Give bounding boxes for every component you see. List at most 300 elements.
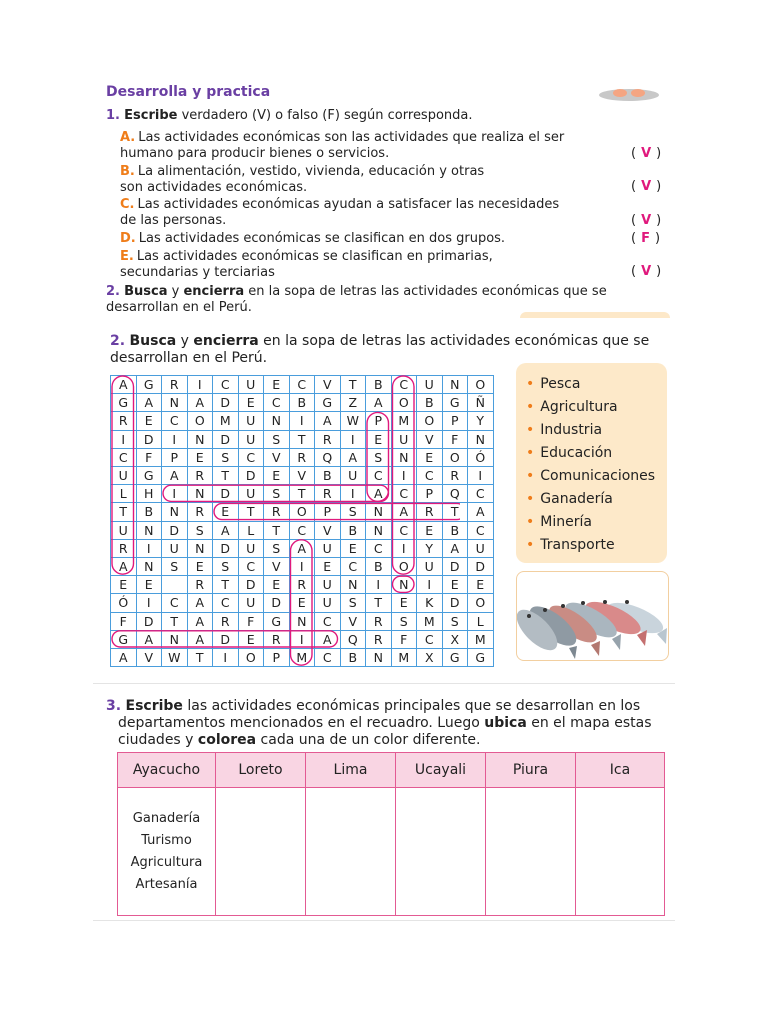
grid-cell: D xyxy=(136,612,163,631)
grid-cell: A xyxy=(110,648,137,667)
cell-ucayali[interactable] xyxy=(396,788,486,916)
grid-cell: M xyxy=(212,411,239,430)
answer-value: F xyxy=(641,231,650,246)
item-text: Las actividades económicas se clasifican en primarias, xyxy=(136,249,493,264)
grid-cell: S xyxy=(212,448,239,467)
header-ica: Ica xyxy=(576,753,665,788)
word-label: Pesca xyxy=(540,376,581,392)
grid-cell: I xyxy=(289,557,316,576)
grid-cell: R xyxy=(263,630,290,649)
question-3-verb: Escribe xyxy=(125,698,183,714)
item-text: son actividades económicas. xyxy=(120,180,308,195)
departments-table xyxy=(117,752,665,916)
grid-cell: V xyxy=(136,648,163,667)
grid-cell: R xyxy=(212,612,239,631)
tf-answer-c: ( V ) xyxy=(631,213,662,228)
item-letter: A. xyxy=(120,130,136,145)
grid-cell: Q xyxy=(340,630,367,649)
word-list-item: • Transporte xyxy=(526,537,615,553)
grid-cell: I xyxy=(391,539,418,558)
grid-cell: B xyxy=(365,557,392,576)
grid-cell: D xyxy=(161,521,188,540)
section-divider xyxy=(93,683,675,684)
word-list-box-peek xyxy=(520,312,670,318)
grid-cell: S xyxy=(263,484,290,503)
grid-cell: U xyxy=(314,575,341,594)
question-3-text: cada una de un color diferente. xyxy=(256,732,481,748)
grid-cell: V xyxy=(314,375,341,394)
grid-cell: N xyxy=(391,448,418,467)
word-list-item: • Ganadería xyxy=(526,491,613,507)
grid-cell: S xyxy=(212,557,239,576)
item-text: secundarias y terciarias xyxy=(120,265,275,280)
question-3-number: 3. xyxy=(106,698,122,714)
grid-cell: U xyxy=(161,539,188,558)
grid-cell: G xyxy=(110,393,137,412)
grid-cell: R xyxy=(161,375,188,394)
grid-cell: C xyxy=(391,375,418,394)
grid-cell: U xyxy=(238,375,265,394)
grid-cell: U xyxy=(340,466,367,485)
word-label: Agricultura xyxy=(540,399,618,415)
grid-cell: G xyxy=(442,393,469,412)
grid-cell: V xyxy=(314,521,341,540)
grid-cell: K xyxy=(416,593,443,612)
grid-cell: T xyxy=(289,430,316,449)
item-letter: D. xyxy=(120,231,136,246)
grid-cell: E xyxy=(416,521,443,540)
grid-cell: S xyxy=(263,539,290,558)
grid-cell: C xyxy=(467,521,494,540)
word-label: Minería xyxy=(540,514,592,530)
grid-cell: U xyxy=(238,411,265,430)
grid-cell: A xyxy=(212,521,239,540)
tf-item-d xyxy=(120,231,680,247)
grid-cell: U xyxy=(416,375,443,394)
grid-cell: B xyxy=(442,521,469,540)
grid-cell: S xyxy=(187,521,214,540)
grid-cell: T xyxy=(340,375,367,394)
question-3-text: en el mapa estas xyxy=(526,715,652,731)
question-text: y xyxy=(167,284,184,299)
grid-cell: T xyxy=(289,484,316,503)
grid-cell: C xyxy=(289,521,316,540)
question-verb: Busca xyxy=(124,284,168,299)
grid-cell: F xyxy=(136,448,163,467)
grid-cell: O xyxy=(467,375,494,394)
grid-cell: C xyxy=(391,484,418,503)
grid-cell: N xyxy=(365,502,392,521)
grid-cell: D xyxy=(212,539,239,558)
grid-cell: C xyxy=(365,466,392,485)
grid-cell: B xyxy=(340,648,367,667)
grid-cell: M xyxy=(391,411,418,430)
grid-cell: O xyxy=(416,411,443,430)
grid-cell: G xyxy=(136,375,163,394)
grid-cell: A xyxy=(314,630,341,649)
circle-industria xyxy=(163,485,389,501)
grid-cell: S xyxy=(340,593,367,612)
grid-cell: B xyxy=(314,466,341,485)
grid-cell: N xyxy=(263,411,290,430)
activity-text: Agricultura xyxy=(130,854,203,870)
answer-value: V xyxy=(641,264,652,279)
grid-cell: C xyxy=(340,557,367,576)
grid-cell: A xyxy=(467,502,494,521)
grid-cell: S xyxy=(391,612,418,631)
grid-cell: A xyxy=(340,448,367,467)
grid-cell: R xyxy=(110,539,137,558)
grid-cell: C xyxy=(314,648,341,667)
tf-item-c xyxy=(120,197,680,229)
grid-cell: N xyxy=(340,575,367,594)
grid-cell: T xyxy=(238,502,265,521)
grid-cell: U xyxy=(314,539,341,558)
question-3-text: ciudades y xyxy=(118,732,198,748)
grid-cell: E xyxy=(289,593,316,612)
grid-cell: A xyxy=(289,539,316,558)
grid-cell: C xyxy=(263,393,290,412)
grid-cell: E xyxy=(467,575,494,594)
grid-cell: E xyxy=(340,539,367,558)
grid-cell: V xyxy=(289,466,316,485)
grid-cell: O xyxy=(391,557,418,576)
cell-ayacucho[interactable] xyxy=(118,788,216,916)
question-verb: encierra xyxy=(183,284,245,299)
grid-cell: U xyxy=(467,539,494,558)
item-text: de las personas. xyxy=(120,213,227,228)
grid-cell: M xyxy=(416,612,443,631)
grid-cell: I xyxy=(187,375,214,394)
grid-cell: I xyxy=(365,575,392,594)
answer-value: V xyxy=(641,213,652,228)
cell-lima[interactable] xyxy=(306,788,396,916)
grid-cell: G xyxy=(314,393,341,412)
word-list-item: • Comunicaciones xyxy=(526,468,656,484)
grid-cell: C xyxy=(212,375,239,394)
grid-cell: Q xyxy=(442,484,469,503)
grid-cell: R xyxy=(416,502,443,521)
grid-cell: C xyxy=(416,466,443,485)
grid-cell: R xyxy=(187,502,214,521)
grid-cell: H xyxy=(136,484,163,503)
question-1-prompt xyxy=(106,108,473,124)
grid-cell: O xyxy=(238,648,265,667)
grid-cell: T xyxy=(365,593,392,612)
answer-value: V xyxy=(641,179,652,194)
grid-cell: F xyxy=(391,630,418,649)
grid-cell: E xyxy=(314,557,341,576)
grid-cell: N xyxy=(136,557,163,576)
fish-illustration-icon xyxy=(517,572,668,660)
grid-cell: D xyxy=(442,557,469,576)
grid-cell: L xyxy=(238,521,265,540)
tf-item-b xyxy=(120,164,680,196)
cell-loreto[interactable] xyxy=(216,788,306,916)
word-label: Transporte xyxy=(540,537,615,553)
header-piura: Piura xyxy=(486,753,576,788)
grid-cell: R xyxy=(365,612,392,631)
grid-cell: Z xyxy=(340,393,367,412)
grid-cell: I xyxy=(289,411,316,430)
question-1-text: verdadero (V) o falso (F) según corresponda. xyxy=(177,108,473,123)
question-3-prompt xyxy=(106,698,676,749)
question-text: desarrollan en el Perú. xyxy=(106,300,252,315)
grid-cell: E xyxy=(136,411,163,430)
grid-cell: G xyxy=(263,612,290,631)
grid-cell: S xyxy=(442,612,469,631)
grid-cell: A xyxy=(314,411,341,430)
grid-cell: R xyxy=(289,448,316,467)
grid-cell: A xyxy=(187,612,214,631)
grid-cell: B xyxy=(340,521,367,540)
grid-cell: D xyxy=(238,466,265,485)
tf-answer-e: ( V ) xyxy=(631,264,662,279)
grid-cell: O xyxy=(391,393,418,412)
grid-cell: U xyxy=(238,430,265,449)
cell-ica[interactable] xyxy=(576,788,665,916)
grid-cell: A xyxy=(365,484,392,503)
grid-cell: N xyxy=(187,539,214,558)
circle-ganaderia xyxy=(112,631,338,647)
grid-cell: P xyxy=(442,411,469,430)
activity-text: Turismo xyxy=(141,832,192,848)
grid-cell: O xyxy=(442,448,469,467)
grid-cell: D xyxy=(212,484,239,503)
grid-cell: E xyxy=(187,448,214,467)
grid-cell: P xyxy=(314,502,341,521)
question-3-text: las actividades económicas principales que se desarrollan en los xyxy=(182,698,641,714)
item-text: La alimentación, vestido, vivienda, educación y otras xyxy=(137,164,485,179)
grid-cell: U xyxy=(238,539,265,558)
grid-cell: X xyxy=(442,630,469,649)
grid-cell: V xyxy=(340,612,367,631)
grid-cell: E xyxy=(416,448,443,467)
grid-cell: C xyxy=(467,484,494,503)
grid-cell: S xyxy=(365,448,392,467)
grid-cell: N xyxy=(365,648,392,667)
grid-cell: V xyxy=(263,448,290,467)
tf-answer-b: ( V ) xyxy=(631,179,662,194)
circle-n xyxy=(393,576,415,592)
grid-cell: T xyxy=(442,502,469,521)
grid-cell: U xyxy=(238,484,265,503)
grid-cell: B xyxy=(289,393,316,412)
circle-pesca xyxy=(367,412,389,501)
grid-cell: Ó xyxy=(467,448,494,467)
grid-cell: V xyxy=(416,430,443,449)
grid-cell: E xyxy=(391,593,418,612)
item-letter: E. xyxy=(120,249,134,264)
grid-cell: O xyxy=(289,502,316,521)
grid-cell: R xyxy=(110,411,137,430)
tf-answer-d: ( F ) xyxy=(631,231,661,246)
question-3-verb: colorea xyxy=(197,732,257,748)
item-letter: C. xyxy=(120,197,135,212)
grid-cell: S xyxy=(161,557,188,576)
grid-cell: A xyxy=(136,393,163,412)
item-letter: B. xyxy=(120,164,135,179)
grid-cell: I xyxy=(161,484,188,503)
grid-cell: E xyxy=(187,557,214,576)
grid-cell: T xyxy=(212,466,239,485)
word-list-item: • Educación xyxy=(526,445,613,461)
grid-cell: L xyxy=(467,612,494,631)
grid-cell: I xyxy=(340,484,367,503)
grid-cell: F xyxy=(110,612,137,631)
grid-cell: E xyxy=(212,502,239,521)
grid-cell: T xyxy=(161,612,188,631)
question-2-prompt xyxy=(110,333,675,367)
grid-cell: I xyxy=(391,466,418,485)
grid-cell: N xyxy=(136,521,163,540)
grid-cell: R xyxy=(365,630,392,649)
section-title: Desarrolla y practica xyxy=(106,84,271,100)
grid-cell: Ñ xyxy=(467,393,494,412)
item-text: Las actividades económicas son las actividades que realiza el ser xyxy=(138,130,565,145)
grid-cell: N xyxy=(161,630,188,649)
grid-cell: I xyxy=(340,430,367,449)
grid-cell: G xyxy=(467,648,494,667)
grid-cell: S xyxy=(263,430,290,449)
header-ayacucho: Ayacucho xyxy=(118,753,216,788)
answer-value: V xyxy=(641,146,652,161)
grid-cell: D xyxy=(238,575,265,594)
grid-cell: T xyxy=(110,502,137,521)
grid-cell: X xyxy=(416,648,443,667)
grid-cell: C xyxy=(110,448,137,467)
grid-cell: M xyxy=(391,648,418,667)
grid-cell: Q xyxy=(314,448,341,467)
grid-cell: A xyxy=(161,466,188,485)
grid-cell: C xyxy=(365,539,392,558)
grid-cell: Ó xyxy=(110,593,137,612)
question-3-verb: ubica xyxy=(484,715,527,731)
question-2-verb: encierra xyxy=(193,333,259,349)
grid-cell: E xyxy=(263,466,290,485)
grid-cell: D xyxy=(263,593,290,612)
grid-cell: E xyxy=(442,575,469,594)
grid-cell: C xyxy=(391,521,418,540)
grid-cell: P xyxy=(263,648,290,667)
grid-cell: N xyxy=(289,612,316,631)
circle-agricultura xyxy=(112,376,134,574)
grid-cell: W xyxy=(340,411,367,430)
grid-cell: D xyxy=(442,593,469,612)
question-1-number: 1. xyxy=(106,108,120,123)
grid-cell: N xyxy=(365,521,392,540)
grid-cell: T xyxy=(212,575,239,594)
grid-cell: U xyxy=(238,593,265,612)
grid-cell: D xyxy=(212,393,239,412)
grid-cell: T xyxy=(187,648,214,667)
grid-cell: E xyxy=(263,575,290,594)
grid-cell: N xyxy=(391,575,418,594)
grid-cell: W xyxy=(161,648,188,667)
circle-transporte xyxy=(214,503,460,519)
grid-cell: I xyxy=(467,466,494,485)
word-search-circles xyxy=(110,375,460,667)
header-ucayali: Ucayali xyxy=(396,753,486,788)
grid-cell: F xyxy=(442,430,469,449)
grid-cell: U xyxy=(391,430,418,449)
item-text: Las actividades económicas se clasifican en dos grupos. xyxy=(138,231,506,246)
grid-cell: D xyxy=(136,430,163,449)
grid-cell: R xyxy=(442,466,469,485)
grid-cell: P xyxy=(365,411,392,430)
grid-cell: N xyxy=(442,375,469,394)
grid-cell: I xyxy=(110,430,137,449)
cell-piura[interactable] xyxy=(486,788,576,916)
grid-cell: A xyxy=(110,557,137,576)
item-text: Las actividades económicas ayudan a satisfacer las necesidades xyxy=(137,197,560,212)
grid-cell: A xyxy=(187,630,214,649)
grid-cell: A xyxy=(110,375,137,394)
grid-cell: L xyxy=(110,484,137,503)
grid-cell: B xyxy=(136,502,163,521)
question-3-text: departamentos mencionados en el recuadro. Luego xyxy=(118,715,485,731)
question-2-verb: Busca xyxy=(129,333,177,349)
grid-cell: T xyxy=(263,521,290,540)
grid-cell: C xyxy=(161,411,188,430)
question-2-number: 2. xyxy=(110,333,126,349)
grid-cell: O xyxy=(467,593,494,612)
word-label: Comunicaciones xyxy=(540,468,656,484)
grid-cell: P xyxy=(161,448,188,467)
grid-cell: C xyxy=(212,593,239,612)
grid-cell: G xyxy=(110,630,137,649)
question-2-text: en la sopa de letras las actividades económicas que se xyxy=(258,333,650,349)
word-label: Industria xyxy=(540,422,603,438)
grid-cell: G xyxy=(442,648,469,667)
word-list-item: • Industria xyxy=(526,422,603,438)
grid-cell: E xyxy=(365,430,392,449)
grid-cell: F xyxy=(238,612,265,631)
word-list-box xyxy=(516,363,667,563)
word-label: Educación xyxy=(540,445,613,461)
grid-cell: I xyxy=(212,648,239,667)
grid-cell: D xyxy=(467,557,494,576)
grid-cell: I xyxy=(136,593,163,612)
grid-cell: U xyxy=(110,521,137,540)
circle-comunicaciones xyxy=(393,376,415,574)
hands-decoration-icon xyxy=(598,86,660,102)
grid-cell: A xyxy=(187,393,214,412)
grid-cell: I xyxy=(289,630,316,649)
grid-cell: R xyxy=(263,502,290,521)
grid-cell: B xyxy=(365,375,392,394)
question-1-verb: Escribe xyxy=(124,108,178,123)
word-list-item: • Minería xyxy=(526,514,592,530)
grid-cell: A xyxy=(365,393,392,412)
grid-cell: Y xyxy=(467,411,494,430)
header-lima: Lima xyxy=(306,753,396,788)
fish-image xyxy=(516,571,669,661)
grid-cell: N xyxy=(161,393,188,412)
tf-item-a xyxy=(120,130,680,162)
word-label: Ganadería xyxy=(540,491,613,507)
grid-cell: N xyxy=(187,484,214,503)
grid-cell: R xyxy=(314,484,341,503)
grid-cell: B xyxy=(416,393,443,412)
grid-cell: C xyxy=(238,557,265,576)
word-list-item: • Agricultura xyxy=(526,399,618,415)
grid-cell: M xyxy=(467,630,494,649)
grid-cell: S xyxy=(340,502,367,521)
grid-cell: O xyxy=(187,411,214,430)
grid-cell: C xyxy=(314,612,341,631)
section-divider xyxy=(93,920,675,921)
